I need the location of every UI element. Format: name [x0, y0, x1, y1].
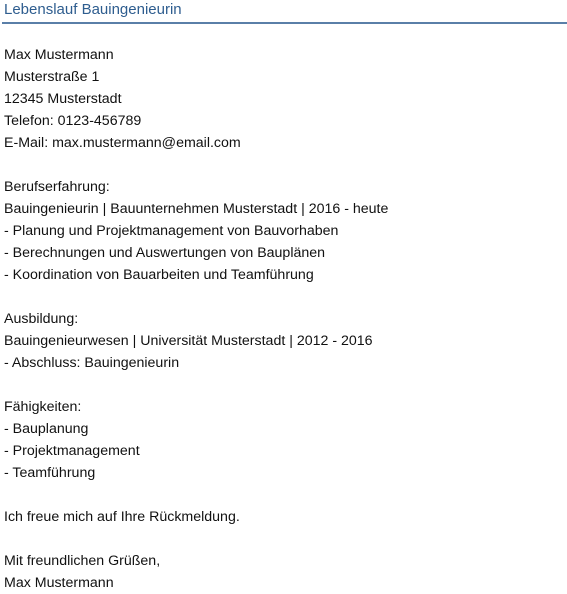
signature-name: Max Mustermann — [4, 575, 114, 591]
blank-line — [4, 528, 564, 550]
city-line: 12345 Musterstadt — [4, 91, 122, 107]
experience-item: - Berechnungen und Auswertungen von Bauplänen — [4, 245, 326, 261]
street-line: Musterstraße 1 — [4, 69, 100, 85]
document-title: Lebenslauf Bauingenieurin — [4, 1, 182, 18]
title-underline — [2, 22, 567, 24]
blank-line — [4, 286, 564, 308]
phone-line: Telefon: 0123-456789 — [4, 113, 142, 129]
salutation: Mit freundlichen Grüßen, — [4, 553, 161, 569]
experience-item: - Koordination von Bauarbeiten und Teamführung — [4, 267, 314, 283]
blank-line — [4, 484, 564, 506]
skills-heading: Fähigkeiten: — [4, 399, 82, 415]
education-item: - Abschluss: Bauingenieurin — [4, 355, 180, 371]
education-entry: Bauingenieurwesen | Universität Musterstadt | 2012 - 2016 — [4, 333, 373, 349]
experience-item: - Planung und Projektmanagement von Bauvorhaben — [4, 223, 339, 239]
skill-item: - Projektmanagement — [4, 443, 140, 459]
skill-item: - Teamführung — [4, 465, 96, 481]
document-body — [4, 44, 564, 594]
skill-item: - Bauplanung — [4, 421, 89, 437]
experience-heading: Berufserfahrung: — [4, 179, 110, 195]
email-line: E-Mail: max.mustermann@email.com — [4, 135, 241, 151]
closing-sentence: Ich freue mich auf Ihre Rückmeldung. — [4, 509, 240, 525]
experience-position: Bauingenieurin | Bauunternehmen Musterstadt | 2016 - heute — [4, 201, 389, 217]
name-line: Max Mustermann — [4, 47, 114, 63]
blank-line — [4, 374, 564, 396]
blank-line — [4, 154, 564, 176]
education-heading: Ausbildung: — [4, 311, 79, 327]
